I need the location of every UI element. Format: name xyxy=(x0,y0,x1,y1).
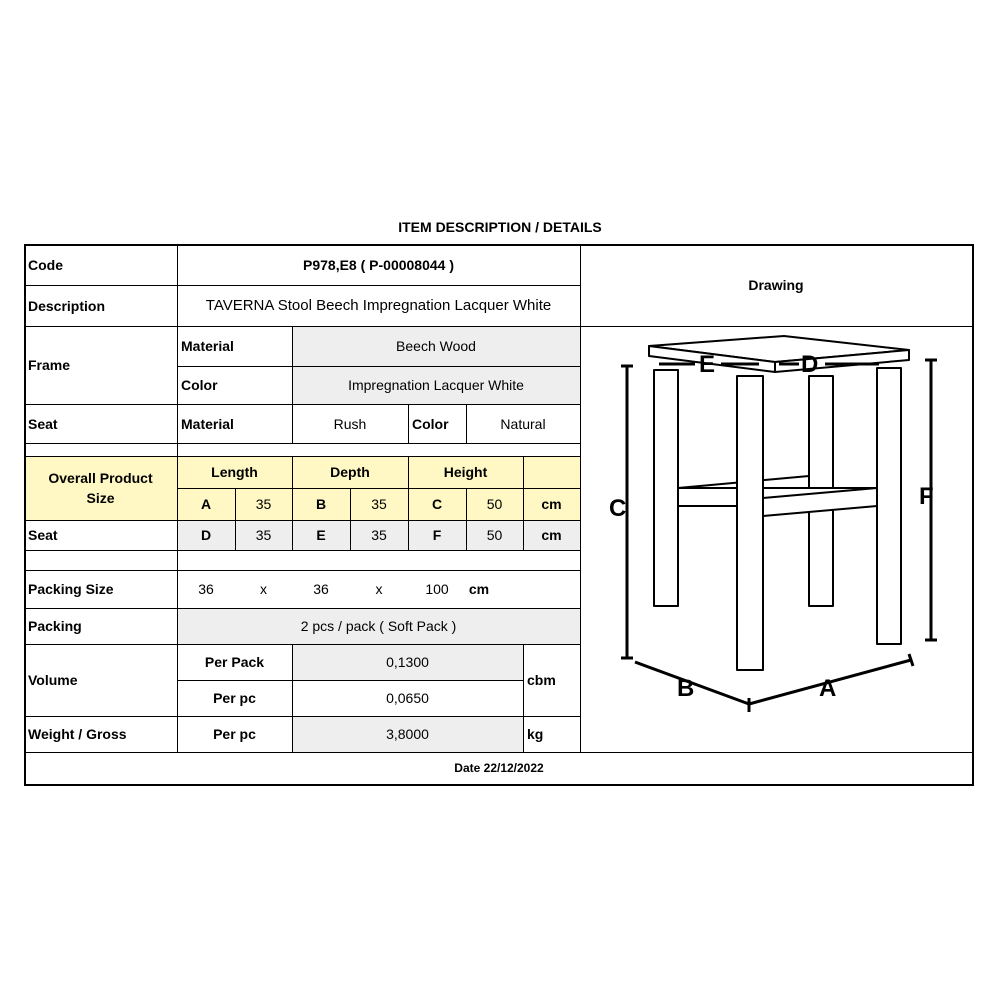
seat-size-label: Seat xyxy=(28,527,58,543)
front-leg xyxy=(737,376,763,670)
packing-label: Packing xyxy=(28,618,82,634)
code-label: Code xyxy=(28,256,63,273)
seat-material-label: Material xyxy=(181,415,234,432)
overall-size-label: Overall Product Size xyxy=(48,470,153,506)
date-footer: Date 22/12/2022 xyxy=(454,761,544,775)
dim-a-value: 35 xyxy=(255,496,272,512)
dim-b-letter: B xyxy=(315,496,327,512)
dim-e-letter: E xyxy=(316,527,326,543)
stool-outline xyxy=(649,336,909,670)
dim-f-letter: F xyxy=(432,527,442,543)
dim-f-value: 50 xyxy=(486,527,503,543)
label-a: A xyxy=(819,675,837,702)
frame-color-label: Color xyxy=(181,377,218,393)
right-leg xyxy=(877,368,901,644)
height-header: Height xyxy=(443,464,488,480)
dim-b-value: 35 xyxy=(371,496,387,512)
frame-label: Frame xyxy=(28,357,71,373)
frame-material-label: Material xyxy=(181,338,234,354)
seat-size-unit: cm xyxy=(541,527,562,543)
volume-unit: cbm xyxy=(527,672,556,688)
code-value: P978,E8 ( P-00008044 ) xyxy=(303,256,454,273)
seat-color-label: Color xyxy=(412,415,449,432)
dim-tick xyxy=(909,654,913,666)
dim-d-value: 35 xyxy=(255,527,272,543)
weight-value: 3,8000 xyxy=(386,726,429,742)
packing-size-height: 100 xyxy=(425,581,449,597)
frame-color-value: Impregnation Lacquer White xyxy=(348,377,524,393)
seat-color-value: Natural xyxy=(500,415,546,432)
stool-drawing xyxy=(579,326,972,780)
description-value: TAVERNA Stool Beech Impregnation Lacquer White xyxy=(205,297,552,314)
stool-drawing-svg xyxy=(579,326,972,780)
weight-unit: kg xyxy=(527,726,544,742)
packing-size-x2: x xyxy=(375,581,383,597)
packing-size-label: Packing Size xyxy=(28,581,114,597)
label-b: B xyxy=(677,675,695,702)
label-c: C xyxy=(609,495,627,522)
depth-header: Depth xyxy=(330,464,370,480)
divider xyxy=(24,443,580,444)
packing-size-width: 36 xyxy=(313,581,329,597)
label-d: D xyxy=(801,351,819,378)
dim-e-value: 35 xyxy=(371,527,387,543)
document-title: ITEM DESCRIPTION / DETAILS xyxy=(398,219,602,235)
packing-size-length: 36 xyxy=(198,581,214,597)
label-f: F xyxy=(919,483,934,510)
volume-per-pc-label: Per pc xyxy=(213,690,256,706)
volume-label: Volume xyxy=(28,672,78,688)
weight-label: Weight / Gross xyxy=(28,726,127,742)
left-leg xyxy=(654,370,678,606)
volume-per-pc-value: 0,0650 xyxy=(386,690,429,706)
dim-c-letter: C xyxy=(431,496,443,512)
dim-d-letter: D xyxy=(200,527,212,543)
packing-size-unit: cm xyxy=(468,581,490,597)
label-e: E xyxy=(699,351,716,378)
frame-material-value: Beech Wood xyxy=(396,338,476,354)
weight-per-pc-label: Per pc xyxy=(213,726,256,742)
packing-value: 2 pcs / pack ( Soft Pack ) xyxy=(300,618,457,634)
packing-size-x1: x xyxy=(260,581,267,597)
dim-a-letter: A xyxy=(200,496,212,512)
seat-spec-label: Seat xyxy=(28,415,58,432)
dim-c-value: 50 xyxy=(486,496,503,512)
length-header: Length xyxy=(211,464,258,480)
overall-unit: cm xyxy=(541,496,562,512)
description-label: Description xyxy=(28,297,106,314)
drawing-label: Drawing xyxy=(748,277,804,293)
spec-sheet xyxy=(24,244,974,786)
volume-per-pack-value: 0,1300 xyxy=(386,654,429,670)
volume-per-pack-label: Per Pack xyxy=(204,654,265,670)
divider xyxy=(24,550,580,551)
seat-material-value: Rush xyxy=(333,415,367,432)
